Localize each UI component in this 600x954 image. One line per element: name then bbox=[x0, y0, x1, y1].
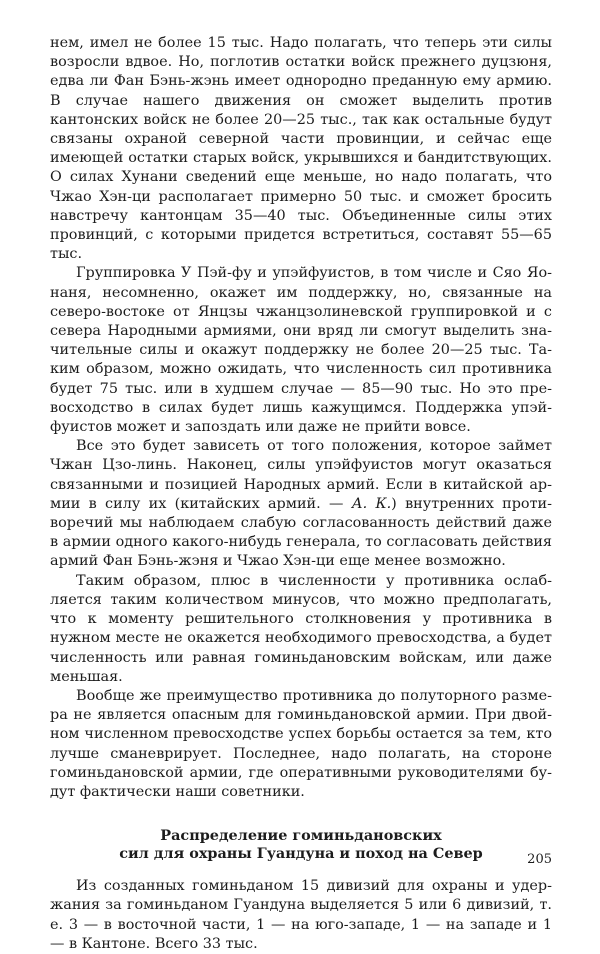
paragraph-text: Все это будет зависеть от того положения, которое займет Чжан Цзо-линь. Наконец, силы упэйфуистов могут оказаться связанными и позицией Народных армий. Если в китайской армии в силу их (китайских армий. — bbox=[50, 438, 552, 512]
section-text-block bbox=[50, 877, 552, 954]
paragraph-text: Вообще же преимущество противника до полуторного размера не является опасным для гоминьдановской армии. При двойном численном превосходстве успех борьбы остается за тем, кто лучше сманеврирует. Последнее, надо полагать, на стороне гоминьдановской армии, где оперативными руководителями будут фактически наши советники. bbox=[50, 687, 552, 800]
paragraph bbox=[50, 687, 552, 802]
paragraph-text: Из созданных гоминьданом 15 дивизий для охраны и удержания за гоминьданом Гуандуна выделяется 5 или 6 дивизий, т. е. 3 — в восточной части, 1 — на юго-западе, 1 — на западе и 1 — в Кантоне. Всего 33 тыс. bbox=[50, 878, 552, 952]
book-page bbox=[50, 34, 552, 954]
paragraph bbox=[50, 572, 552, 687]
paragraph bbox=[50, 877, 552, 954]
section-heading-line-2: сил для охраны Гуандуна и поход на Север bbox=[119, 845, 483, 863]
italic-author-initials: А. К. bbox=[351, 495, 392, 512]
main-text-block bbox=[50, 34, 552, 802]
section-heading-line-1: Распределение гоминьдановских bbox=[160, 827, 442, 845]
paragraph-text: ) внутренних противоречий мы наблюдаем слабую согласованность действий даже в армии одного какого-нибудь генерала, то согласовать действия армий Фан Бэнь-жэня и Чжао Хэн-ци еще менее возможно. bbox=[50, 495, 552, 570]
paragraph-text: Группировка У Пэй-фу и упэйфуистов, в том числе и Сяо Яо-наня, несомненно, окажет им поддержку, но, связанные на северо-востоке от Янцзы чжанцзолиневской группировкой и с севера Народными армиями, они вряд ли смогут выделить значительные силы и окажут поддержку не более 20—25 тыс. Таким образом, можно ожидать, что численность сил противника будет 75 тыс. или в худшем случае — 85—90 тыс. Но это превосходство в силах будет лишь кажущимся. Поддержка упэйфуистов может и запоздать или даже не прийти вовсе. bbox=[50, 265, 552, 436]
paragraph bbox=[50, 437, 552, 571]
paragraph-text: Таким образом, плюс в численности у противника ослабляется таким количеством минусов, что можно предполагать, что к моменту решительного столкновения у противника в нужном месте не окажется необходимого превосходства, а будет численность или равная гоминьдановским войскам, или даже меньшая. bbox=[50, 572, 552, 685]
paragraph bbox=[50, 34, 552, 264]
page-number: 205 bbox=[527, 852, 552, 867]
paragraph bbox=[50, 264, 552, 437]
section-heading bbox=[50, 827, 552, 863]
paragraph-text: нем, имел не более 15 тыс. Надо полагать, что теперь эти силы возросли вдвое. Но, поглотив остатки войск прежнего дуцзюня, едва ли Фан Бэнь-жэнь имеет однородно преданную ему армию. В случае нашего движения он сможет выделить против кантонских войск не более 20—25 тыс., так как остальные будут связаны охраной северной части провинции, и сейчас еще имеющей остатки старых войск, укрывшихся и бандитствующих. О силах Хунани сведений еще меньше, но надо полагать, что Чжао Хэн-ци располагает примерно 50 тыс. и сможет бросить навстречу кантонцам 35—40 тыс. Объединенные силы этих провинций, с которыми придется встретиться, составят 55—65 тыс. bbox=[50, 35, 552, 263]
